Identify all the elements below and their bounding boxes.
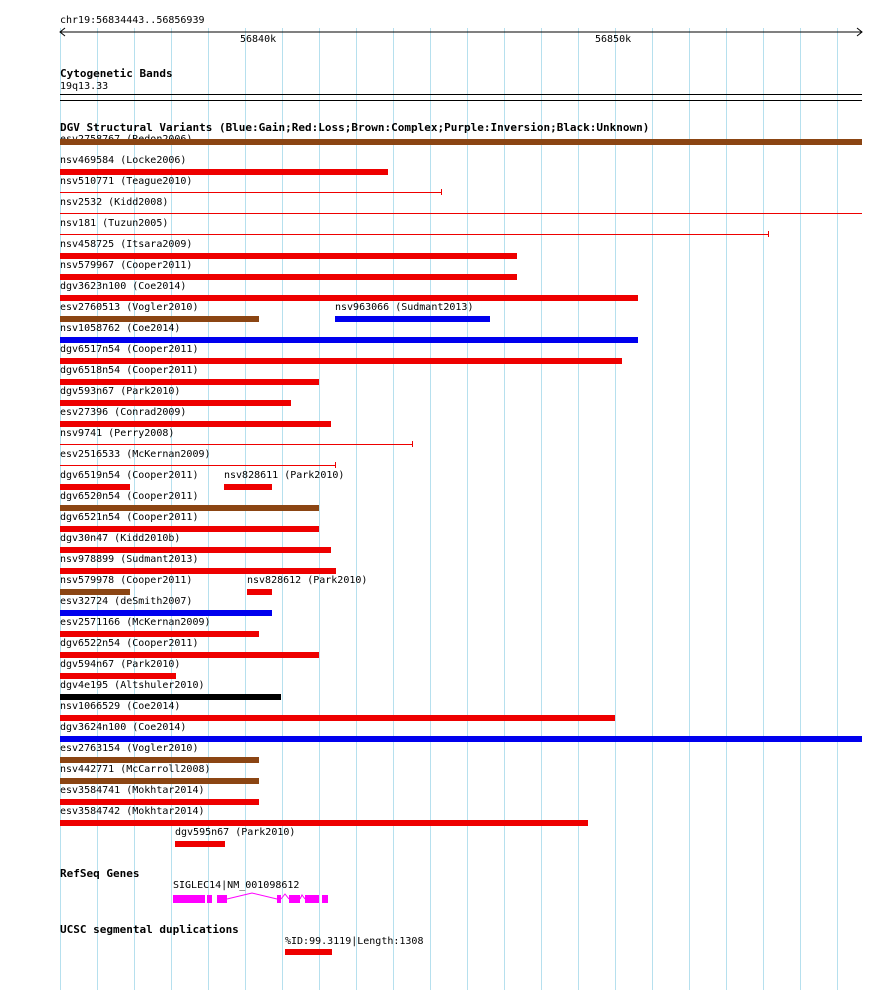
- variant-feature[interactable]: [60, 610, 272, 616]
- variant-feature[interactable]: [60, 715, 615, 721]
- grid-line: [800, 28, 801, 990]
- variant-label: nsv9741 (Perry2008): [60, 428, 175, 439]
- grid-line: [652, 28, 653, 990]
- variant-end-cap: [441, 189, 442, 195]
- variant-feature[interactable]: [60, 316, 259, 322]
- variant-label: nsv579967 (Cooper2011): [60, 260, 193, 271]
- cytoband-track-title: Cytogenetic Bands: [60, 67, 173, 80]
- variant-label: dgv6517n54 (Cooper2011): [60, 344, 199, 355]
- variant-label: dgv3624n100 (Coe2014): [60, 722, 187, 733]
- gene-introns: [226, 890, 326, 906]
- variant-feature[interactable]: [224, 484, 272, 490]
- gene-exon[interactable]: [173, 895, 205, 903]
- variant-label: dgv6521n54 (Cooper2011): [60, 512, 199, 523]
- variant-feature[interactable]: [60, 192, 442, 193]
- variant-feature[interactable]: [60, 799, 259, 805]
- variant-feature[interactable]: [60, 358, 622, 364]
- variant-label: dgv6518n54 (Cooper2011): [60, 365, 199, 376]
- variant-feature[interactable]: [60, 253, 517, 259]
- variant-feature[interactable]: [60, 631, 259, 637]
- variant-feature[interactable]: [60, 526, 319, 532]
- variant-feature[interactable]: [60, 465, 336, 466]
- ruler-tick-label: 56850k: [595, 34, 632, 45]
- variant-feature[interactable]: [60, 568, 336, 574]
- variant-feature[interactable]: [60, 589, 130, 595]
- grid-line: [615, 28, 616, 990]
- variant-end-cap: [335, 462, 336, 468]
- variant-label: dgv594n67 (Park2010): [60, 659, 181, 670]
- ruler-tick-label: 56840k: [240, 34, 277, 45]
- grid-line: [393, 28, 394, 990]
- variant-label: dgv593n67 (Park2010): [60, 386, 181, 397]
- variant-label: dgv30n47 (Kidd2010b): [60, 533, 181, 544]
- segdup-label: %ID:99.3119|Length:1308: [285, 936, 424, 947]
- grid-line: [763, 28, 764, 990]
- grid-line: [504, 28, 505, 990]
- variant-feature[interactable]: [247, 589, 272, 595]
- variant-label: nsv510771 (Teague2010): [60, 176, 193, 187]
- variant-end-cap: [768, 231, 769, 237]
- variant-label: esv3584742 (Mokhtar2014): [60, 806, 205, 817]
- ruler-scale: [56, 26, 868, 38]
- variant-label: esv27396 (Conrad2009): [60, 407, 187, 418]
- grid-line: [541, 28, 542, 990]
- variant-label: esv32724 (deSmith2007): [60, 596, 193, 607]
- variant-feature[interactable]: [60, 505, 319, 511]
- variant-feature[interactable]: [60, 694, 281, 700]
- variant-label: dgv6522n54 (Cooper2011): [60, 638, 199, 649]
- variant-feature[interactable]: [60, 400, 291, 406]
- variant-feature[interactable]: [60, 337, 638, 343]
- variant-label: nsv442771 (McCarroll2008): [60, 764, 211, 775]
- gene-label: SIGLEC14|NM_001098612: [173, 880, 300, 891]
- cytoband-line[interactable]: [60, 100, 862, 101]
- variant-feature[interactable]: [60, 379, 319, 385]
- variant-label: nsv458725 (Itsara2009): [60, 239, 193, 250]
- grid-line: [467, 28, 468, 990]
- variant-feature[interactable]: [60, 213, 862, 214]
- cytoband-line[interactable]: [60, 94, 862, 95]
- grid-line: [689, 28, 690, 990]
- grid-line: [726, 28, 727, 990]
- variant-label: nsv828612 (Park2010): [247, 575, 368, 586]
- variant-label: esv3584741 (Mokhtar2014): [60, 785, 205, 796]
- variant-label: esv2763154 (Vogler2010): [60, 743, 199, 754]
- variant-feature[interactable]: [60, 778, 259, 784]
- variant-feature[interactable]: [60, 757, 259, 763]
- variant-label: dgv595n67 (Park2010): [175, 827, 296, 838]
- cytoband-label: 19q13.33: [60, 81, 109, 92]
- variant-feature[interactable]: [60, 652, 319, 658]
- variant-feature[interactable]: [60, 139, 862, 145]
- variant-label: nsv978899 (Sudmant2013): [60, 554, 199, 565]
- variant-feature[interactable]: [60, 169, 388, 175]
- variant-label: nsv963066 (Sudmant2013): [335, 302, 474, 313]
- variant-feature[interactable]: [60, 547, 331, 553]
- dgv-track-title: DGV Structural Variants (Blue:Gain;Red:Loss;Brown:Complex;Purple:Inversion;Black:Unknown): [60, 121, 650, 134]
- segdup-track-title: UCSC segmental duplications: [60, 923, 239, 936]
- variant-feature[interactable]: [60, 421, 331, 427]
- variant-end-cap: [412, 441, 413, 447]
- variant-label: nsv2532 (Kidd2008): [60, 197, 169, 208]
- variant-feature[interactable]: [60, 673, 176, 679]
- variant-label: esv2760513 (Vogler2010): [60, 302, 199, 313]
- variant-feature[interactable]: [335, 316, 490, 322]
- variant-label: nsv1066529 (Coe2014): [60, 701, 181, 712]
- variant-feature[interactable]: [60, 484, 130, 490]
- variant-feature[interactable]: [60, 736, 862, 742]
- variant-label: nsv181 (Tuzun2005): [60, 218, 169, 229]
- refseq-track-title: RefSeq Genes: [60, 867, 140, 880]
- variant-label: dgv4e195 (Altshuler2010): [60, 680, 205, 691]
- variant-feature[interactable]: [60, 274, 517, 280]
- variant-feature[interactable]: [60, 820, 588, 826]
- variant-label: esv2571166 (McKernan2009): [60, 617, 211, 628]
- segdup-feature[interactable]: [285, 949, 332, 955]
- gene-exon[interactable]: [207, 895, 212, 903]
- grid-line: [578, 28, 579, 990]
- variant-feature[interactable]: [175, 841, 225, 847]
- grid-line: [837, 28, 838, 990]
- variant-label: esv2516533 (McKernan2009): [60, 449, 211, 460]
- variant-feature[interactable]: [60, 234, 769, 235]
- variant-label: nsv828611 (Park2010): [224, 470, 345, 481]
- grid-line: [430, 28, 431, 990]
- variant-label: dgv6519n54 (Cooper2011): [60, 470, 199, 481]
- variant-label: nsv469584 (Locke2006): [60, 155, 187, 166]
- ruler-location: chr19:56834443..56856939: [60, 15, 205, 26]
- variant-feature[interactable]: [60, 444, 413, 445]
- variant-label: nsv579978 (Cooper2011): [60, 575, 193, 586]
- variant-label: dgv6520n54 (Cooper2011): [60, 491, 199, 502]
- variant-label: nsv1058762 (Coe2014): [60, 323, 181, 334]
- variant-feature[interactable]: [60, 295, 638, 301]
- variant-label: dgv3623n100 (Coe2014): [60, 281, 187, 292]
